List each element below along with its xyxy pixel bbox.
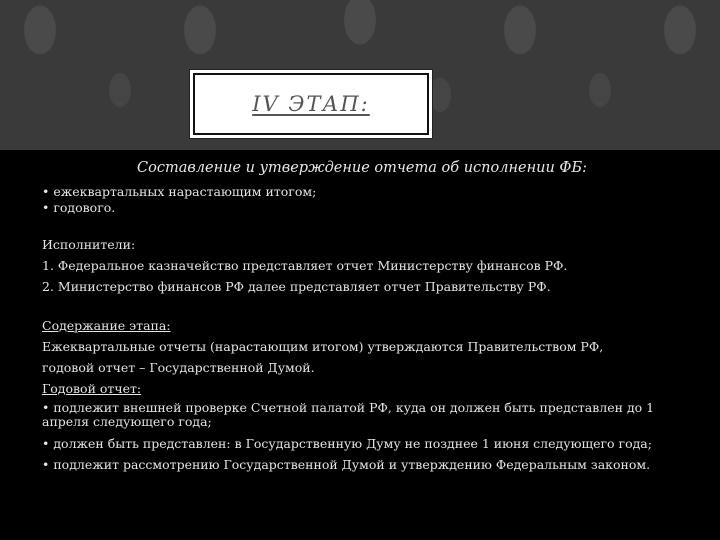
title-box (193, 73, 429, 135)
annual-bullet: • подлежит рассмотрению Государственной Думой и утверждению Федеральным законом. (42, 457, 651, 472)
executor-item: 1. Федеральное казначейство представляет отчет Министерству финансов РФ. (42, 258, 568, 273)
intro-bullet: • годового. (42, 200, 116, 215)
slide-content (42, 160, 682, 475)
executor-item: 2. Министерство финансов РФ далее представляет отчет Правительству РФ. (42, 279, 551, 294)
annual-bullet: • подлежит внешней проверке Счетной палатой РФ, куда он должен быть представлен до 1 апреля следующего года; (42, 400, 655, 429)
content-heading: Содержание этапа: (42, 318, 171, 333)
annual-heading: Годовой отчет: (42, 381, 142, 396)
executors-heading: Исполнители: (42, 237, 136, 252)
intro-bullet: • ежеквартальных нарастающим итогом; (42, 184, 317, 199)
content-line: годовой отчет – Государственной Думой. (42, 360, 315, 375)
annual-bullet: • должен быть представлен: в Государственную Думу не позднее 1 июня следующего года; (42, 436, 652, 451)
content-line: Ежеквартальные отчеты (нарастающим итогом) утверждаются Правительством РФ, (42, 339, 604, 354)
slide-title: IV ЭТАП: (252, 92, 370, 116)
slide-subtitle: Составление и утверждение отчета об исполнении ФБ: (137, 160, 587, 176)
